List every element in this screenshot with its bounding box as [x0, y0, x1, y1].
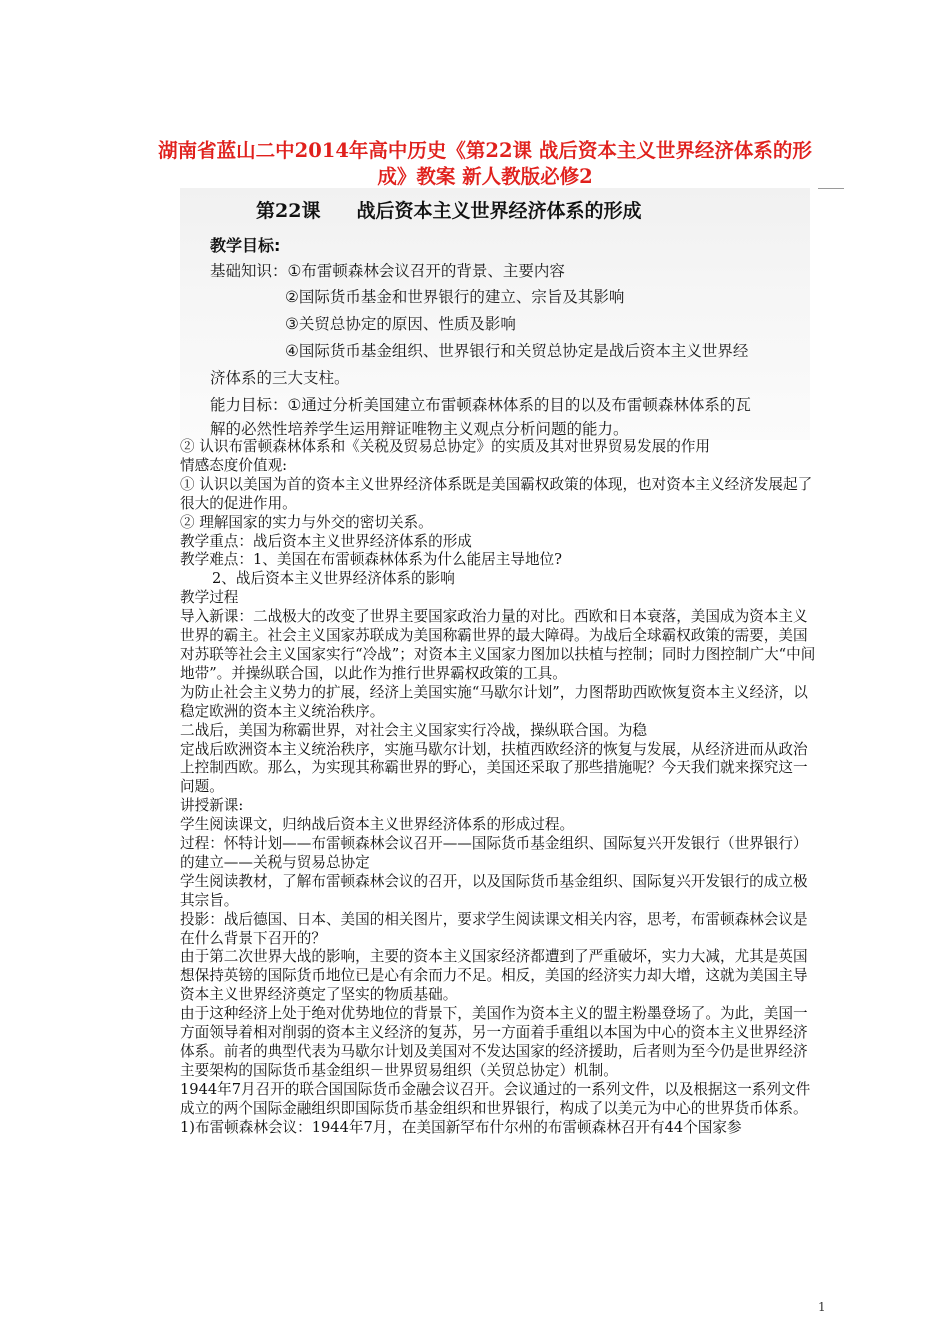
paragraph: 定战后欧洲资本主义统治秩序，实施马歇尔计划，扶植西欧经济的恢复与发展，从经济进而从政治上控制西欧。那么，为实现其称霸世界的野心，美国还采取了那些措施呢？今天我们就来探究这一问题。 [180, 740, 808, 796]
paragraph: 二战后，美国为称霸世界，对社会主义国家实行冷战，操纵联合国。为稳 [180, 721, 648, 739]
paragraph: 由于第二次世界大战的影响，主要的资本主义国家经济都遭到了严重破坏，实力大减，尤其是英国想保持英镑的国际货币地位已是心有余而力不足。相反，美国的经济实力却大增，这就为美国主导资本主义世界经济奠定了坚实的物质基础。 [180, 948, 808, 1004]
paragraph: ② 理解国家的实力与外交的密切关系。 [180, 513, 433, 531]
lesson-number: 第22课 [256, 200, 321, 222]
objectives-heading: 教学目标: [210, 236, 281, 255]
paragraph: 学生阅读课文，归纳战后资本主义世界经济体系的形成过程。 [180, 816, 575, 834]
page-title: 湖南省蓝山二中2014年高中历史《第22课 战后资本主义世界经济体系的形成》教案 新人教版必修2 [158, 139, 812, 188]
paragraph: 1)布雷顿森林会议：1944年7月，在美国新罕布什尔州的布雷顿森林召开有44个国家参 [180, 1118, 742, 1136]
paragraph: 投影：战后德国、日本、美国的相关图片，要求学生阅读课文相关内容，思考，布雷顿森林会议是在什么背景下召开的？ [180, 910, 808, 947]
paragraph: 导入新课：二战极大的改变了世界主要国家政治力量的对比。西欧和日本衰落，美国成为资本主义世界的霸主。社会主义国家苏联成为美国称霸世界的最大障碍。为战后全球霸权政策的需要，美国对苏联等社会主义国家实行“冷战”；对资本主义国家力图加以扶植与控制；同时力图控制广大“中间地带”。并操纵联合国，以此作为推行世界霸权政策的工具。 [180, 608, 816, 682]
paragraph: 为防止社会主义势力的扩展，经济上美国实施“马歇尔计划”，力图帮助西欧恢复资本主义经济，以稳定欧洲的资本主义统治秩序。 [180, 683, 808, 720]
paragraph: ① 认识以美国为首的资本主义世界经济体系既是美国霸权政策的体现，也对资本主义经济发展起了很大的促进作用。 [180, 475, 813, 512]
lesson-body [180, 438, 820, 1138]
paragraph: 过程：怀特计划——布雷顿森林会议召开——国际货币基金组织、国际复兴开发银行（世界银行）的建立——关税与贸易总协定 [180, 835, 808, 871]
objective-line: ③关贸总协定的原因、性质及影响 [285, 315, 516, 333]
lesson-title: 战后资本主义世界经济体系的形成 [356, 200, 642, 222]
paragraph: 教学重点：战后资本主义世界经济体系的形成 [180, 532, 472, 550]
objective-line: 解的必然性培养学生运用辩证唯物主义观点分析问题的能力。 [210, 420, 629, 438]
page-number: 1 [818, 1300, 826, 1314]
objective-line: 能力目标：①通过分析美国建立布雷顿森林体系的目的以及布雷顿森林体系的瓦 [210, 396, 751, 414]
paragraph: 学生阅读教材，了解布雷顿森林会议的召开，以及国际货币基金组织、国际复兴开发银行的成立极其宗旨。 [180, 872, 808, 909]
paragraph: 教学过程 [180, 589, 239, 607]
paragraph: 1944年7月召开的联合国国际货币金融会议召开。会议通过的一系列文件，以及根据这一系列文件成立的两个国际金融组织即国际货币基金组织和世界银行，构成了以美元为中心的世界货币体系。 [180, 1080, 811, 1117]
scanned-objectives-image [180, 188, 810, 440]
paragraph: 2、战后资本主义世界经济体系的影响 [212, 570, 455, 588]
paragraph: 由于这种经济上处于绝对优势地位的背景下，美国作为资本主义的盟主粉墨登场了。为此，美国一方面领导着相对削弱的资本主义经济的复苏，另一方面着手重组以本国为中心的资本主义世界经济体系。前者的典型代表为马歇尔计划及美国对不发达国家的经济援助，后者则为至今仍是世界经济主要架构的国际货币基金组织－世界贸易组织（关贸总协定）机制。 [180, 1005, 808, 1079]
divider [818, 188, 844, 189]
lesson-heading [256, 196, 641, 223]
paragraph: 情感态度价值观: [180, 456, 288, 474]
objective-line: ②国际货币基金和世界银行的建立、宗旨及其影响 [285, 288, 625, 306]
objective-line: 济体系的三大支柱。 [210, 369, 350, 387]
paragraph: 讲授新课: [180, 797, 244, 815]
objective-line: 基础知识：①布雷顿森林会议召开的背景、主要内容 [210, 262, 565, 280]
objective-line: ④国际货币基金组织、世界银行和关贸总协定是战后资本主义世界经 [285, 342, 749, 360]
paragraph: 教学难点：1、美国在布雷顿森林体系为什么能居主导地位? [180, 551, 562, 569]
paragraph: ② 认识布雷顿森林体系和《关税及贸易总协定》的实质及其对世界贸易发展的作用 [180, 438, 711, 455]
